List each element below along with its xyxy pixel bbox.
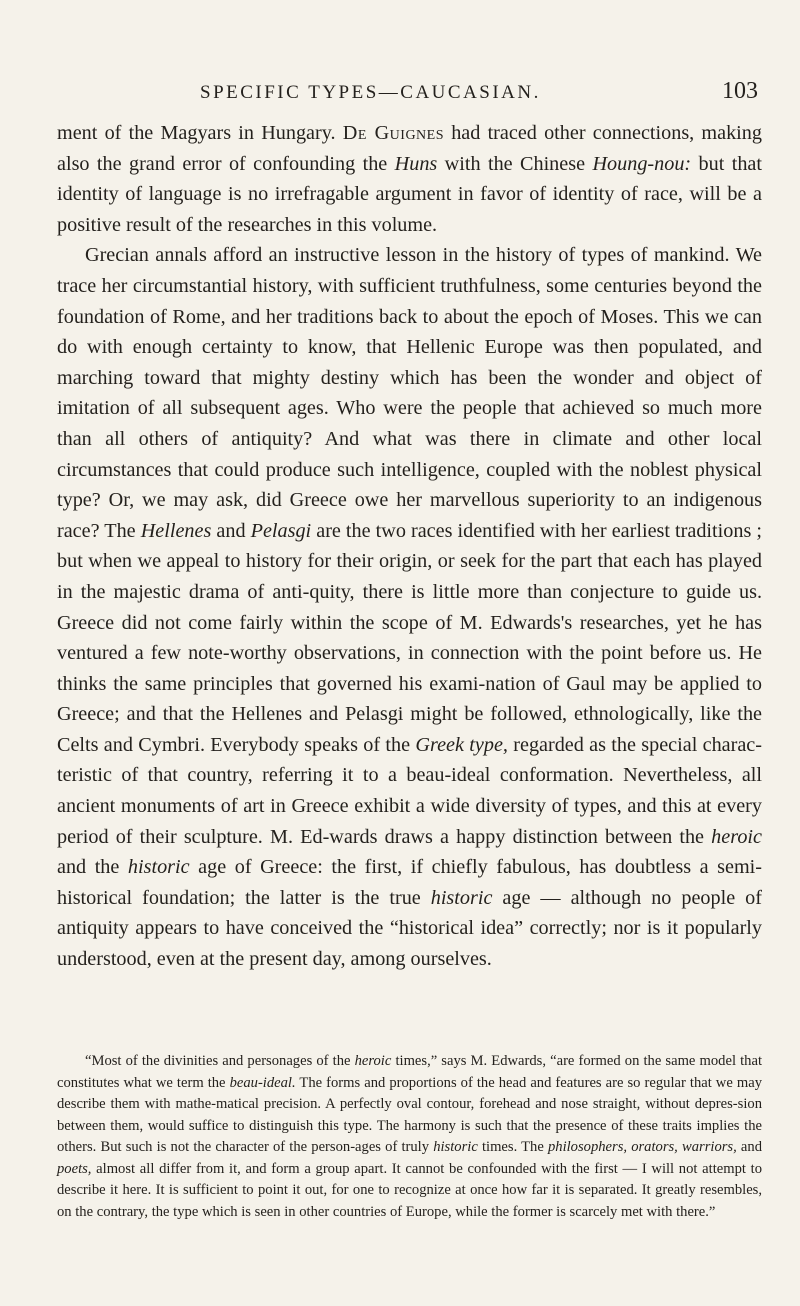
italic-hellenes: Hellenes xyxy=(140,519,212,542)
footnote-paragraph xyxy=(57,1051,762,1223)
text-run: and xyxy=(736,1139,762,1155)
italic-beau-ideal: beau-ideal. xyxy=(229,1074,296,1091)
text-run: had traced other connections, making also the grand error of confounding the xyxy=(57,122,762,175)
text-run: and xyxy=(211,519,251,542)
text-run: The forms and proportions of the head and features are so regular that we may describe them with mathe-matical precision. A perfectly oval contour, forehead and nose straight, without depres-sion between them, would suffice to distinguish this type. The harmony is such that the presence of these traits implies the others. But such is not the character of the person-ages of truly xyxy=(57,1074,762,1155)
footnote xyxy=(57,1051,762,1223)
text-run: Grecian annals afford an instructive lesson in the history of types of mankind. We trace her circumstantial history, with sufficient truthfulness, some centuries beyond the foundation of Rome, and her traditions back to about the epoch of Moses. This we can do with enough certainty to know, that Hellenic Europe was then populated, and marching toward that mighty destiny which has been the wonder and object of imitation of all subsequent ages. Who were the people that achieved so much more than all others of antiquity? And what was there in climate and other local circumstances that could produce such intelligence, coupled with the noblest physical type? Or, we may ask, did Greece owe her marvellous superiority to an indigenous race? The xyxy=(57,244,762,542)
italic-historic: historic xyxy=(127,856,190,879)
italic-heroic: heroic xyxy=(354,1053,392,1069)
paragraph-magyars xyxy=(57,118,762,240)
italic-houng-nou: Houng-nou: xyxy=(592,152,692,175)
text-run: are the two races identified with her earliest traditions ; but when we appeal to history for their origin, or seek for the part that each has played in the majestic drama of anti-quity, there is little more than conjecture to guide us. Greece did not come fairly within the scope of M. Edwards's researches, yet he has ventured a few note-worthy observations, in connection with the point before us. He thinks the same principles that governed his exami-nation of Gaul may be applied to Greece; and that the Hellenes and Pelasgi might be followed, ethnologically, like the Celts and Cymbri. Everybody speaks of the xyxy=(57,519,762,756)
italic-historic: historic xyxy=(433,1139,478,1155)
text-run: almost all differ from it, and form a group apart. It cannot be confounded with the first — I will not attempt to describe it here. It is sufficient to point it out, for one to recognize at once how far it is separated. It greatly resembles, on the contrary, the type which is seen in other countries of Europe, while the former is scarcely met with there.” xyxy=(57,1160,762,1220)
italic-greek-type: Greek type, xyxy=(415,733,508,756)
text-run: age of Greece: the first, if chiefly fabulous, has doubtless a semi-historical foundation; the latter is the true xyxy=(57,856,762,909)
italic-huns: Huns xyxy=(394,152,438,175)
text-run: times,” says M. Edwards, “are formed on the same model that constitutes what we term the xyxy=(57,1053,762,1091)
author-name-de-guignes: De Guignes xyxy=(342,122,445,144)
italic-heroic: heroic xyxy=(711,825,762,848)
main-text xyxy=(57,118,762,975)
page-header xyxy=(0,78,800,108)
text-run: with the Chinese xyxy=(437,152,593,175)
text-run: but that identity of language is no irrefragable argument in favor of identity of race, will be a positive result of the researches in this volume. xyxy=(57,152,762,236)
paragraph-grecian-annals xyxy=(57,240,762,974)
italic-pelasgi: Pelasgi xyxy=(250,519,312,542)
running-head: SPECIFIC TYPES—CAUCASIAN. xyxy=(200,82,541,103)
italic-historic-2: historic xyxy=(430,886,493,909)
text-run: and the xyxy=(57,856,128,879)
page-number: 103 xyxy=(722,78,758,104)
text-run: times. The xyxy=(477,1139,548,1155)
text-run: age — although no people of antiquity appears to have conceived the “historical idea” correctly; nor is it popularly understood, even at the present day, among ourselves. xyxy=(57,886,762,971)
text-run: “Most of the divinities and personages of the xyxy=(85,1053,355,1069)
italic-poets: poets, xyxy=(57,1160,92,1177)
text-run: regarded as the special charac-teristic of that country, referring it to a beau-ideal conformation. Nevertheless, all ancient monuments of art in Greece exhibit a wide diversity of types, and this at every period of their sculpture. M. Ed-wards draws a happy distinction between the xyxy=(57,733,762,848)
text-run: ment of the Magyars in Hungary. xyxy=(57,122,343,144)
italic-philosophers: philosophers, orators, warriors, xyxy=(547,1139,737,1155)
